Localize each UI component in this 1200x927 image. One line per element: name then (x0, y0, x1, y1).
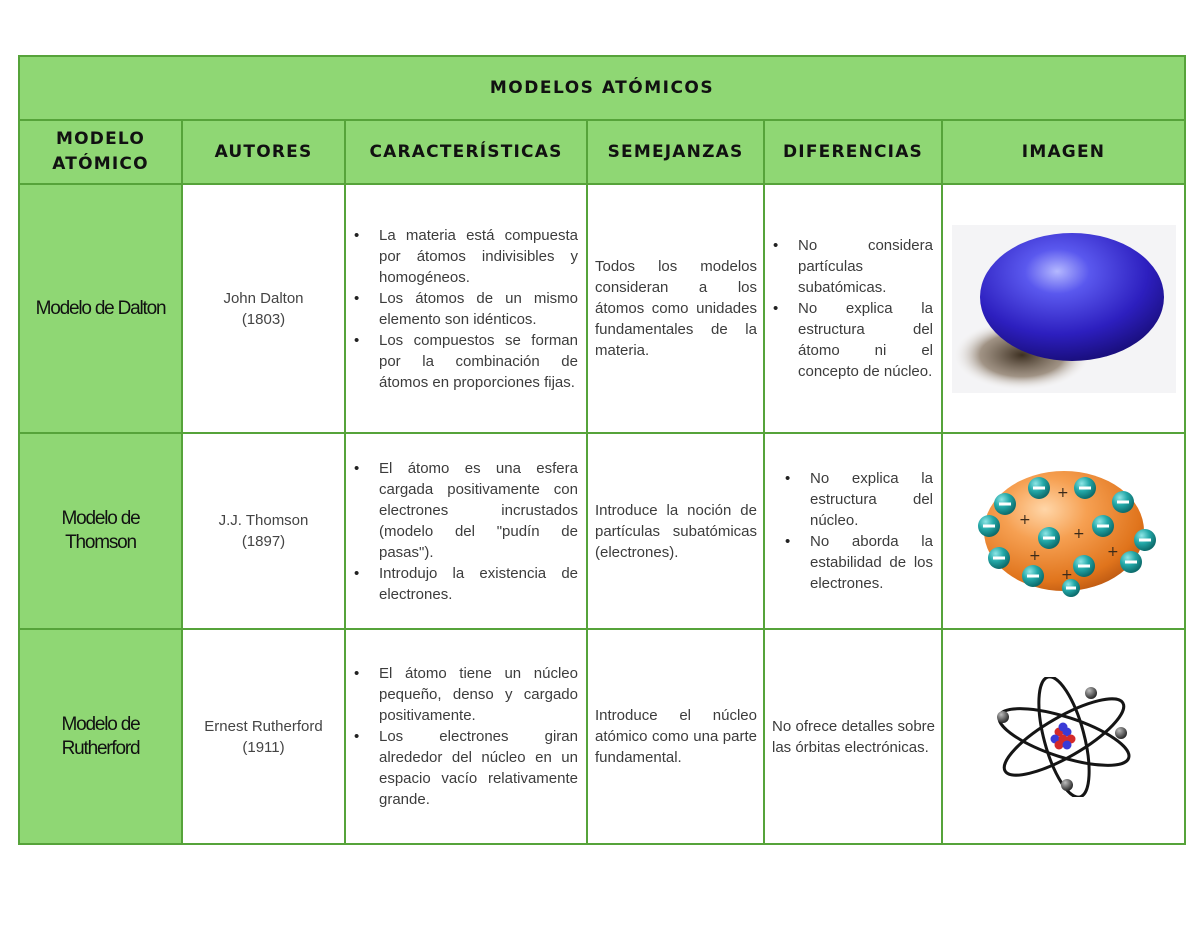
list-item: • La materia está compuesta por átomos indivisibles y homogéneos. (379, 225, 578, 288)
svg-text:+: + (1028, 548, 1041, 564)
list-item: • Los electrones giran alrededor del núcleo en un espacio vacío relativamente grande. (379, 726, 578, 810)
table-row-dalton (19, 184, 1185, 433)
header-imagen: IMAGEN (942, 120, 1185, 184)
atomic-models-table (18, 55, 1186, 845)
differences-cell: No ofrece detalles sobre las órbitas electrónicas. (764, 629, 942, 844)
image-cell (942, 433, 1185, 629)
list-item: • Los átomos de un mismo elemento son idénticos. (379, 288, 578, 330)
list-item: • No explica la estructura del núcleo. (810, 468, 933, 531)
differences-cell (764, 433, 942, 629)
header-semejanzas: SEMEJANZAS (587, 120, 764, 184)
header-modelo: MODELO ATÓMICO (19, 120, 182, 184)
nucleus (1050, 722, 1075, 749)
svg-text:+: + (1018, 512, 1031, 528)
table-row-thomson (19, 433, 1185, 629)
list-item: • El átomo tiene un núcleo pequeño, denso y cargado positivamente. (379, 663, 578, 726)
table-row-rutherford (19, 629, 1185, 844)
similarities-cell: Todos los modelos consideran a los átomos como unidades fundamentales de la materia. (587, 184, 764, 433)
image-cell (942, 629, 1185, 844)
header-diferencias: DIFERENCIAS (764, 120, 942, 184)
header-autores: AUTORES (182, 120, 345, 184)
author-cell (182, 433, 345, 629)
orbital-atom-icon (989, 677, 1139, 797)
list-item: • Introdujo la existencia de electrones. (379, 563, 578, 605)
author-name: J.J. Thomson (218, 512, 309, 529)
header-caracteristicas: CARACTERÍSTICAS (345, 120, 587, 184)
list-item: • Los compuestos se forman por la combinación de átomos en proporciones fijas. (379, 330, 578, 393)
image-cell (942, 184, 1185, 433)
svg-text:+: + (1106, 544, 1119, 560)
list-item: • El átomo es una esfera cargada positivamente con electrones incrustados (modelo del "pudín de pasas"). (379, 458, 578, 563)
similarities-cell: Introduce el núcleo atómico como una parte fundamental. (587, 629, 764, 844)
model-name: Modelo de Dalton (19, 184, 182, 433)
list-item: • No considera partículas subatómicas. (798, 235, 933, 298)
author-name: Ernest Rutherford (204, 717, 323, 735)
author-name: John Dalton (223, 289, 304, 307)
svg-text:+: + (1060, 567, 1073, 583)
characteristics-cell (345, 184, 587, 433)
author-cell (182, 184, 345, 433)
table-title: MODELOS ATÓMICOS (19, 56, 1185, 120)
svg-text:+: + (1072, 526, 1085, 542)
list-item: • No aborda la estabilidad de los electrones. (810, 531, 933, 594)
model-name: Modelo de Rutherford (19, 629, 182, 844)
characteristics-cell (345, 433, 587, 629)
differences-cell (764, 184, 942, 433)
svg-text:+: + (1056, 485, 1069, 501)
list-item: • No explica la estructura del átomo ni el concepto de núcleo. (798, 298, 933, 382)
solid-sphere-icon (952, 225, 1176, 393)
author-year: (1897) (241, 533, 286, 550)
characteristics-cell (345, 629, 587, 844)
model-name: Modelo de Thomson (19, 433, 182, 629)
author-year: (1911) (242, 738, 285, 756)
author-year: (1803) (241, 310, 286, 328)
similarities-cell: Introduce la noción de partículas subatómicas (electrones). (587, 433, 764, 629)
author-cell (182, 629, 345, 844)
plum-pudding-atom-icon (969, 464, 1159, 598)
header-row (19, 120, 1185, 184)
